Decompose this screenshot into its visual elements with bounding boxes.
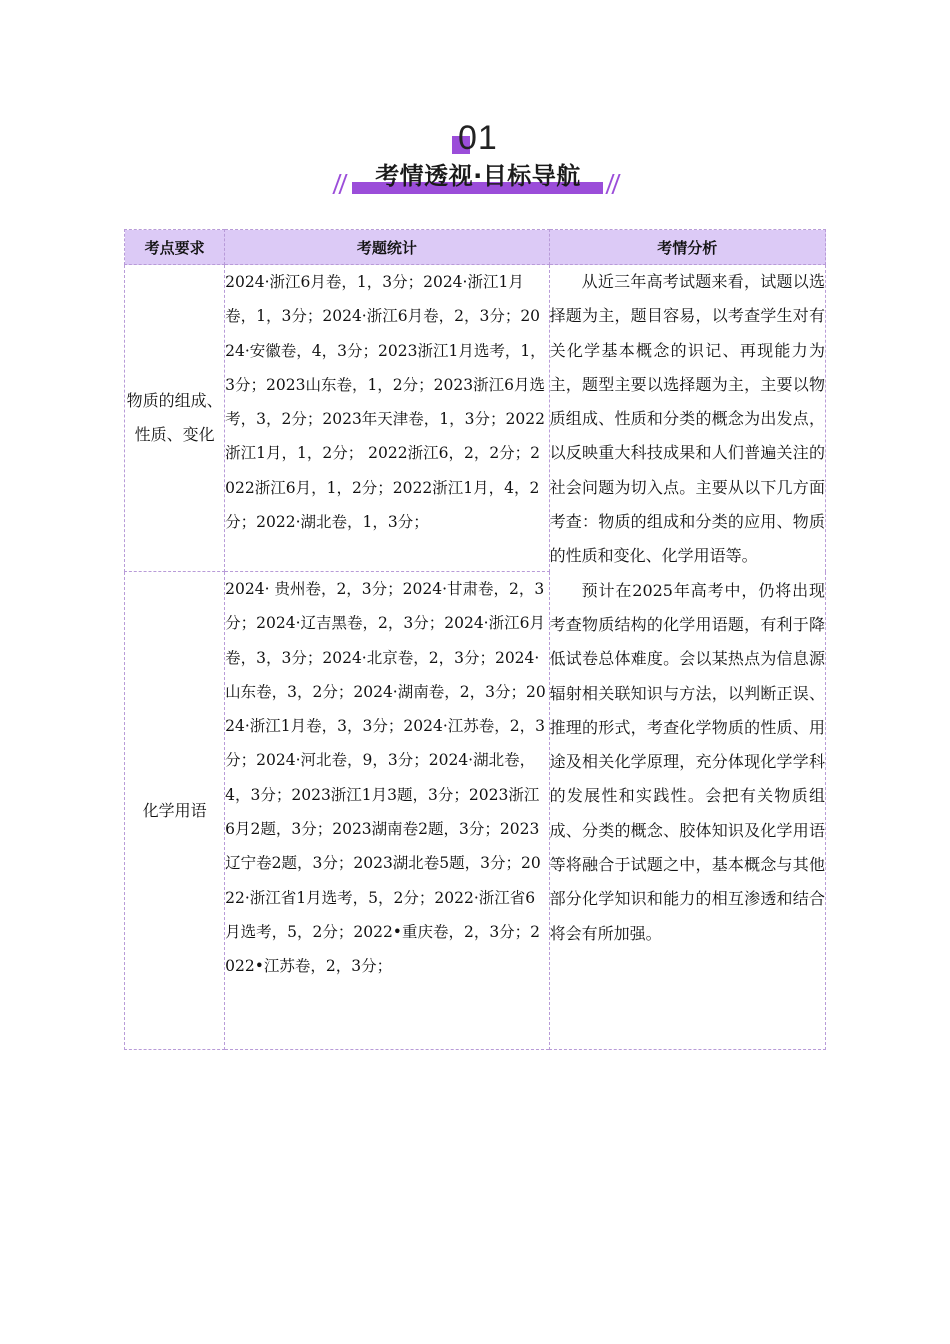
statistics-text: 2024· 贵州卷，2，3分；2024·甘肃卷，2，3分；2024·辽吉黑卷，2，3分；2024·浙江6月卷，3，3分；2024·北京卷，2，3分；2024·山东卷，3，2分；2024·湖南卷，2，3分；2024·浙江1月卷，3，3分；2024·江苏卷，2，3分；2024·河北卷，9，3分；2024·湖北卷，4，3分；2023浙江1月3题，3分；2023浙江6月2题，3分；2023湖南卷2题，3分；2023辽宁卷2题，3分；2023湖北卷5题，3分；2022·浙江省1月选考，5，2分；2022·浙江省6月选考，5，2分；2022•重庆卷，2，3分；2022•江苏卷，2，3分； xyxy=(225,580,546,976)
requirement-text: 化学用语 xyxy=(142,800,207,820)
table-row xyxy=(125,265,826,572)
statistics-cell xyxy=(225,265,549,572)
section-number xyxy=(448,118,508,158)
analysis-paragraph: 预计在2025年高考中，仍将出现考查物质结构的化学用语题，有利于降低试卷总体难度。会以某热点为信息源辐射相关联知识与方法，以判断正误、推理的形式，考查化学物质的性质、用途及相关化学原理，充分体现化学学科的发展性和实践性。会把有关物质组成、分类的概念、胶体知识及化学用语等将融合于试题之中，基本概念与其他部分化学知识和能力的相互渗透和结合将会有所加强。 xyxy=(549,580,825,943)
requirement-cell xyxy=(125,265,225,572)
statistics-cell xyxy=(225,572,549,1050)
requirement-cell xyxy=(125,572,225,1050)
statistics-text: 2024·浙江6月卷，1，3分；2024·浙江1月卷，1，3分；2024·浙江6月卷，2，3分；2024·安徽卷，4，3分；2023浙江1月选考，1，3分；2023山东卷，1，2分；2023浙江6月选考，3，2分；2023年天津卷，1，3分；2022浙江1月，1，2分； 2022浙江6，2，2分；2022浙江6月，1，2分；2022浙江1月，4，2分；2022·湖北卷，1，3分； xyxy=(225,273,546,532)
left-slash-decoration xyxy=(333,174,347,196)
section-title: 考情透视·目标导航 xyxy=(375,162,581,190)
header-analysis: 考情分析 xyxy=(549,230,825,265)
exam-analysis-table xyxy=(124,229,826,1050)
table-header-row xyxy=(125,230,826,265)
section-number-text: 01 xyxy=(458,119,498,157)
analysis-paragraph: 从近三年高考试题来看，试题以选择题为主，题目容易，以考查学生对有关化学基本概念的识记、再现能力为主，题型主要以选择题为主，主要以物质组成、性质和分类的概念为出发点，以反映重大科技成果和人们普遍关注的社会问题为切入点。主要从以下几方面考查：物质的组成和分类的应用、物质的性质和变化、化学用语等。 xyxy=(549,272,825,566)
right-slash-decoration xyxy=(606,174,620,196)
requirement-text: 物质的组成、性质、变化 xyxy=(126,391,223,444)
section-header xyxy=(0,118,950,208)
header-requirement: 考点要求 xyxy=(125,230,225,265)
header-statistics: 考题统计 xyxy=(225,230,549,265)
analysis-cell xyxy=(549,265,825,1050)
